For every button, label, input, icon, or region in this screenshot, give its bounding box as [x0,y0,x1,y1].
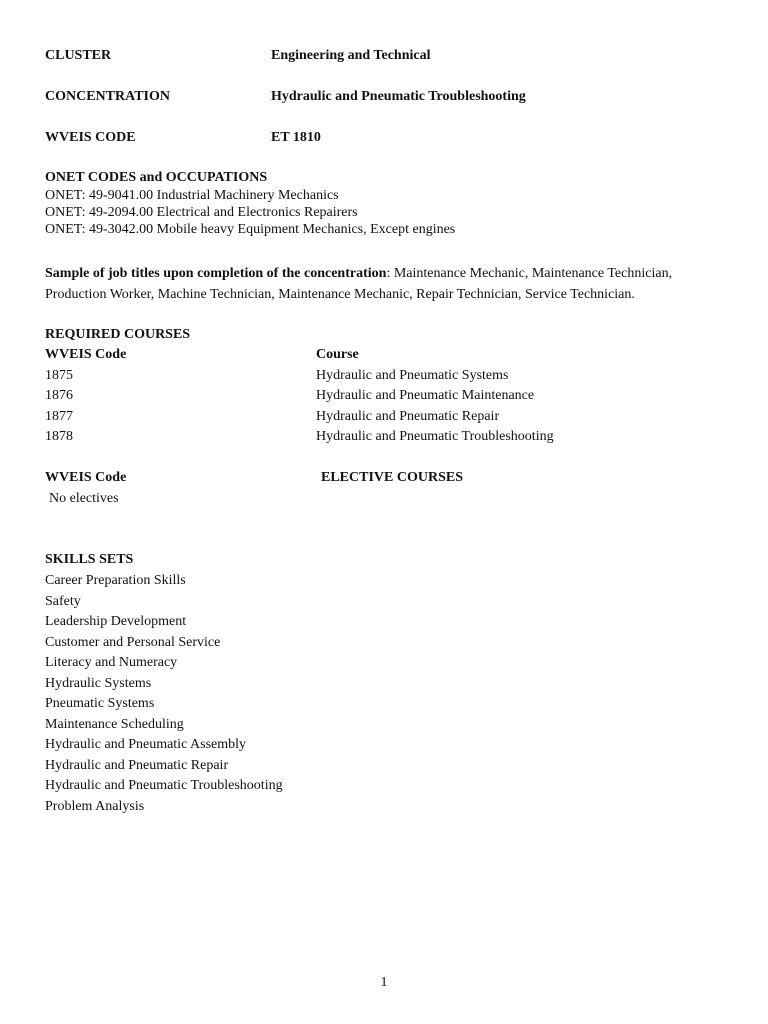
course-name: Hydraulic and Pneumatic Troubleshooting [316,429,554,444]
list-item: Hydraulic and Pneumatic Troubleshooting [45,778,283,793]
concentration-value: Hydraulic and Pneumatic Troubleshooting [271,89,526,104]
onet-item: ONET: 49-3042.00 Mobile heavy Equipment Mechanics, Except engines [45,222,456,237]
job-titles-line1: : Maintenance Mechanic, Maintenance Technician, [386,266,673,281]
skills-list [45,572,283,818]
table-row [45,428,554,449]
cluster-value: Engineering and Technical [271,48,431,63]
skills-sets-heading: SKILLS SETS [45,552,134,567]
list-item: Maintenance Scheduling [45,716,184,732]
list-item: Hydraulic and Pneumatic Repair [45,757,229,773]
onet-item: ONET: 49-9041.00 Industrial Machinery Mechanics [45,188,339,203]
col-wveis-code: WVEIS Code [45,347,127,362]
concentration-label: CONCENTRATION [45,89,170,104]
elective-courses-heading: ELECTIVE COURSES [321,470,463,485]
cluster-row [45,47,431,64]
table-row [45,387,554,408]
list-item: Problem Analysis [45,798,145,814]
job-titles-label: Sample of job titles upon completion of the concentration [45,266,387,281]
course-code: 1877 [45,408,73,424]
onet-item: ONET: 49-2094.00 Electrical and Electronics Repairers [45,205,358,220]
course-code: 1878 [45,429,73,444]
course-name: Hydraulic and Pneumatic Repair [316,408,500,424]
list-item: Career Preparation Skills [45,573,186,588]
onet-list [45,187,455,238]
list-item: Hydraulic Systems [45,675,152,691]
wveis-code-row [45,129,321,146]
course-name: Hydraulic and Pneumatic Maintenance [316,388,535,403]
col-course: Course [316,347,359,362]
wveis-code-value: ET 1810 [271,130,321,145]
course-name: Hydraulic and Pneumatic Systems [316,367,509,383]
concentration-row [45,88,526,105]
required-courses-table [45,346,554,449]
required-courses-heading: REQUIRED COURSES [45,327,191,342]
course-code: 1875 [45,367,73,383]
list-item: Leadership Development [45,614,187,629]
table-header-row [45,346,554,367]
cluster-label: CLUSTER [45,48,112,63]
list-item: Pneumatic Systems [45,696,155,711]
job-titles-paragraph [45,265,672,303]
list-item: Literacy and Numeracy [45,655,178,670]
list-item: Safety [45,593,81,609]
table-row [45,367,554,388]
table-row [45,408,554,429]
wveis-code-label: WVEIS CODE [45,130,136,145]
list-item: Hydraulic and Pneumatic Assembly [45,737,247,752]
job-titles-line2: Production Worker, Machine Technician, Maintenance Mechanic, Repair Technician, Service Technician. [45,287,635,302]
course-code: 1876 [45,388,73,403]
onet-heading: ONET CODES and OCCUPATIONS [45,170,268,185]
elective-code-header: WVEIS Code [45,470,127,485]
no-electives-text: No electives [49,491,119,506]
page-number: 1 [380,975,388,990]
list-item: Customer and Personal Service [45,634,221,650]
